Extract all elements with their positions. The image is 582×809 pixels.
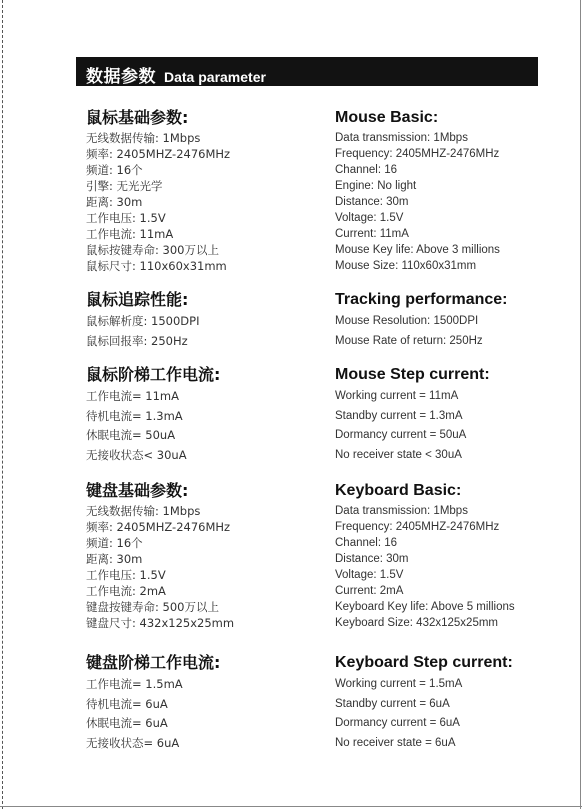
keyboard-step-zh xyxy=(86,651,321,753)
spec-line: 频道: 16个 xyxy=(86,163,143,177)
spec-line: Standby current = 6uA xyxy=(335,697,450,710)
section-header-bar xyxy=(76,57,538,86)
spec-line: 键盘尺寸: 432x125x25mm xyxy=(86,616,235,630)
section-title: 鼠标基础参数: xyxy=(86,108,189,127)
spec-line: 频率: 2405MHZ-2476MHz xyxy=(86,520,231,534)
keyboard-step-en xyxy=(335,651,570,753)
spec-line: 无接收状态= 6uA xyxy=(86,735,180,750)
spec-line: Distance: 30m xyxy=(335,196,409,208)
spec-line: 工作电流: 2mA xyxy=(86,584,166,598)
spec-line: Channel: 16 xyxy=(335,537,398,549)
spec-line: 休眠电流= 6uA xyxy=(86,716,168,730)
section-title: 键盘阶梯工作电流: xyxy=(86,653,221,672)
spec-line: Dormancy current = 6uA xyxy=(335,717,460,729)
spec-line: 工作电流= 1.5mA xyxy=(86,677,183,691)
spec-line: Mouse Size: 110x60x31mm xyxy=(335,260,477,272)
mouse-step-en xyxy=(335,363,570,465)
page-border-left xyxy=(2,0,3,809)
spec-line: Frequency: 2405MHZ-2476MHz xyxy=(335,148,500,160)
spec-line: Dormancy current = 50uA xyxy=(335,429,467,441)
section-lines xyxy=(86,675,321,753)
section-title: Keyboard Basic: xyxy=(335,482,462,499)
spec-line: 频率: 2405MHZ-2476MHz xyxy=(86,147,231,161)
spec-line: 无接收状态< 30uA xyxy=(86,447,187,462)
keyboard-basic-en xyxy=(335,479,570,631)
spec-line: 休眠电流= 50uA xyxy=(86,428,176,442)
spec-line: Mouse Resolution: 1500DPI xyxy=(335,315,479,327)
page-border-right xyxy=(580,0,581,809)
section-title: Keyboard Step current: xyxy=(335,654,513,671)
spec-line: Voltage: 1.5V xyxy=(335,569,404,581)
spec-line: 距离: 30m xyxy=(86,195,143,209)
section-lines xyxy=(335,503,570,631)
spec-line: 无线数据传输: 1Mbps xyxy=(86,131,201,145)
page-border-bottom xyxy=(0,806,582,807)
spec-line: 引擎: 无光光学 xyxy=(86,179,163,193)
spec-line: Data transmission: 1Mbps xyxy=(335,132,468,144)
spec-line: Distance: 30m xyxy=(335,553,409,565)
section-lines xyxy=(335,312,570,351)
header-title-en: Data parameter xyxy=(164,69,266,85)
spec-line: 鼠标回报率: 250Hz xyxy=(86,333,188,348)
section-lines xyxy=(86,130,321,274)
spec-line: 待机电流= 6uA xyxy=(86,696,168,711)
spec-line: 距离: 30m xyxy=(86,552,143,566)
mouse-step-zh xyxy=(86,363,321,465)
spec-line: Working current = 11mA xyxy=(335,390,459,402)
spec-line: No receiver state = 6uA xyxy=(335,736,456,749)
spec-line: 工作电压: 1.5V xyxy=(86,568,166,582)
spec-line: Keyboard Size: 432x125x25mm xyxy=(335,617,499,629)
spec-line: No receiver state < 30uA xyxy=(335,448,462,461)
spec-line: 待机电流= 1.3mA xyxy=(86,408,183,423)
tracking-en xyxy=(335,288,570,351)
spec-line: Mouse Rate of return: 250Hz xyxy=(335,334,483,347)
spec-line: Engine: No light xyxy=(335,180,417,192)
spec-line: Current: 2mA xyxy=(335,585,404,597)
spec-line: Current: 11mA xyxy=(335,228,409,240)
section-title: 键盘基础参数: xyxy=(86,481,189,500)
section-lines xyxy=(86,387,321,465)
keyboard-basic-zh xyxy=(86,479,321,631)
spec-line: 鼠标尺寸: 110x60x31mm xyxy=(86,259,227,273)
spec-line: Mouse Key life: Above 3 millions xyxy=(335,244,500,256)
section-lines xyxy=(335,387,570,465)
header-title-zh: 数据参数 xyxy=(86,67,156,87)
spec-line: 工作电流: 11mA xyxy=(86,227,174,241)
tracking-zh xyxy=(86,288,321,351)
section-lines xyxy=(335,130,570,274)
spec-line: Keyboard Key life: Above 5 millions xyxy=(335,601,515,613)
section-title: 鼠标阶梯工作电流: xyxy=(86,365,221,384)
spec-line: Voltage: 1.5V xyxy=(335,212,404,224)
section-title: Mouse Basic: xyxy=(335,109,439,126)
mouse-basic-en xyxy=(335,106,570,274)
section-title: Mouse Step current: xyxy=(335,366,490,383)
spec-line: Channel: 16 xyxy=(335,164,398,176)
spec-line: Working current = 1.5mA xyxy=(335,678,463,690)
section-title: Tracking performance: xyxy=(335,291,508,308)
section-lines xyxy=(86,312,321,351)
spec-line: 键盘按键寿命: 500万以上 xyxy=(86,600,219,614)
spec-line: Data transmission: 1Mbps xyxy=(335,505,468,517)
spec-line: 工作电压: 1.5V xyxy=(86,211,166,225)
mouse-basic-zh xyxy=(86,106,321,274)
spec-line: 鼠标解析度: 1500DPI xyxy=(86,314,200,328)
spec-line: Frequency: 2405MHZ-2476MHz xyxy=(335,521,500,533)
spec-line: 无线数据传输: 1Mbps xyxy=(86,504,201,518)
spec-line: 工作电流= 11mA xyxy=(86,389,179,403)
section-lines xyxy=(86,503,321,631)
section-title: 鼠标追踪性能: xyxy=(86,290,189,309)
spec-line: 鼠标按键寿命: 300万以上 xyxy=(86,243,219,257)
section-lines xyxy=(335,675,570,753)
spec-line: Standby current = 1.3mA xyxy=(335,409,463,422)
spec-line: 频道: 16个 xyxy=(86,536,143,550)
